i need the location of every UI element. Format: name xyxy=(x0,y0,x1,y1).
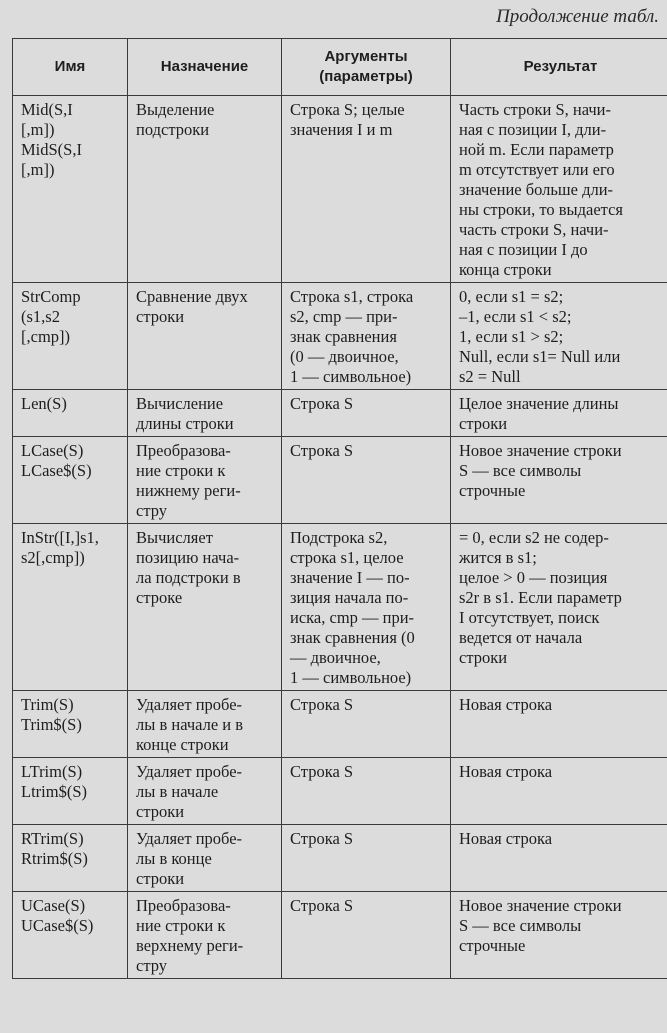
cell-name: LTrim(S) Ltrim$(S) xyxy=(13,758,128,825)
cell-result: Новая строка xyxy=(451,825,667,892)
cell-result: Новое значение строки S — все символы строчные xyxy=(451,437,667,524)
table-row xyxy=(13,437,667,524)
cell-arguments: Строка s1, строка s2, cmp — при- знак сравнения (0 — двоичное, 1 — символьное) xyxy=(282,283,451,390)
cell-name: UCase(S) UCase$(S) xyxy=(13,892,128,979)
table-row xyxy=(13,825,667,892)
cell-purpose: Преобразова- ние строки к верхнему реги- стру xyxy=(128,892,282,979)
table-row xyxy=(13,283,667,390)
table-row xyxy=(13,524,667,691)
cell-purpose: Вычисляет позицию нача- ла подстроки в строке xyxy=(128,524,282,691)
cell-name: Trim(S) Trim$(S) xyxy=(13,691,128,758)
table-row xyxy=(13,390,667,437)
cell-arguments: Строка S xyxy=(282,825,451,892)
header-result: Результат xyxy=(451,39,667,96)
table-row xyxy=(13,691,667,758)
header-purpose: Назначение xyxy=(128,39,282,96)
cell-name: Mid(S,I [,m]) MidS(S,I [,m]) xyxy=(13,96,128,283)
cell-name: StrComp (s1,s2 [,cmp]) xyxy=(13,283,128,390)
header-row xyxy=(13,39,667,96)
cell-purpose: Удаляет пробе- лы в начале строки xyxy=(128,758,282,825)
cell-name: Len(S) xyxy=(13,390,128,437)
table-row xyxy=(13,758,667,825)
header-arguments: Аргументы (параметры) xyxy=(282,39,451,96)
table-row xyxy=(13,892,667,979)
cell-arguments: Строка S; целые значения I и m xyxy=(282,96,451,283)
cell-arguments: Строка S xyxy=(282,437,451,524)
cell-result: Часть строки S, начи- ная с позиции I, дли- ной m. Если параметр m отсутствует или его значение больше дли- ны строки, то выдается часть строки S, начи- ная с позиции I до конца строки xyxy=(451,96,667,283)
cell-arguments: Строка S xyxy=(282,892,451,979)
cell-name: InStr([I,]s1, s2[,cmp]) xyxy=(13,524,128,691)
cell-result: = 0, если s2 не содер- жится в s1; целое > 0 — позиция s2r в s1. Если параметр I отсутствует, поиск ведется от начала строки xyxy=(451,524,667,691)
cell-result: Целое значение длины строки xyxy=(451,390,667,437)
cell-arguments: Строка S xyxy=(282,390,451,437)
cell-arguments: Строка S xyxy=(282,691,451,758)
cell-purpose: Преобразова- ние строки к нижнему реги- стру xyxy=(128,437,282,524)
cell-result: Новая строка xyxy=(451,691,667,758)
functions-table xyxy=(12,38,667,979)
header-name: Имя xyxy=(13,39,128,96)
cell-result: Новая строка xyxy=(451,758,667,825)
continuation-label: Продолжение табл. xyxy=(496,6,659,27)
cell-name: RTrim(S) Rtrim$(S) xyxy=(13,825,128,892)
cell-result: Новое значение строки S — все символы строчные xyxy=(451,892,667,979)
cell-purpose: Сравнение двух строки xyxy=(128,283,282,390)
cell-arguments: Строка S xyxy=(282,758,451,825)
cell-purpose: Вычисление длины строки xyxy=(128,390,282,437)
cell-result: 0, если s1 = s2; –1, если s1 < s2; 1, если s1 > s2; Null, если s1= Null или s2 = Null xyxy=(451,283,667,390)
cell-purpose: Удаляет пробе- лы в конце строки xyxy=(128,825,282,892)
cell-arguments: Подстрока s2, строка s1, целое значение I — по- зиция начала по- иска, cmp — при- знак сравнения (0 — двоичное, 1 — символьное) xyxy=(282,524,451,691)
table-row xyxy=(13,96,667,283)
cell-purpose: Удаляет пробе- лы в начале и в конце строки xyxy=(128,691,282,758)
cell-purpose: Выделение подстроки xyxy=(128,96,282,283)
cell-name: LCase(S) LCase$(S) xyxy=(13,437,128,524)
